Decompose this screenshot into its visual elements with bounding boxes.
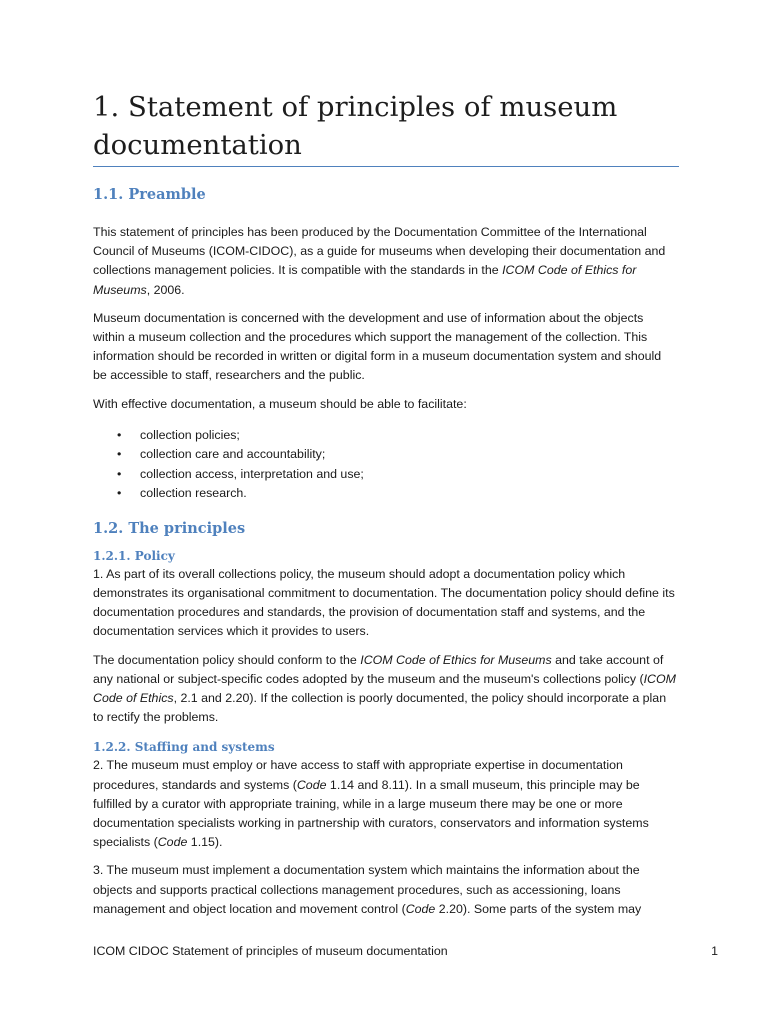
footer-title: ICOM CIDOC Statement of principles of museum documentation	[93, 944, 448, 958]
page-footer	[93, 942, 718, 961]
bullet-icon: •	[117, 447, 122, 462]
bullet-icon: •	[117, 427, 122, 442]
preamble-paragraph-2: Museum documentation is concerned with the development and use of information about the objects within a museum collection and the procedures which support the management of the collection. This information should be recorded in written or digital form in a museum documentation system and should be accessible to staff, researchers and the public.	[93, 310, 662, 383]
list-item: • collection care and accountability;	[93, 445, 678, 465]
bullet-icon: •	[117, 466, 122, 481]
bullet-icon: •	[117, 486, 122, 501]
staffing-heading: 1.2.2. Staffing and systems	[93, 740, 275, 755]
list-item: • collection access, interpretation and use;	[93, 465, 678, 485]
staffing-paragraph-1: 2. The museum must employ or have access to staff with appropriate expertise in documentation procedures, standards and systems (Code 1.14 and 8.11). In a small museum, this principle may be fulfilled by a curator with appropriate training, while in a large museum there may be one or more documentation specialists working in partnership with curators, conservators and information systems specialists (Code 1.15).	[93, 758, 649, 850]
staffing-paragraph-2: 3. The museum must implement a documentation system which maintains the information about the objects and supports practical collections management procedures, such as accessioning, loans management and object location and movement control (Code 2.20). Some parts of the system may	[93, 863, 642, 916]
preamble-paragraph-3: With effective documentation, a museum should be able to facilitate:	[93, 396, 467, 411]
list-item: • collection research.	[93, 484, 678, 504]
policy-paragraph-2: The documentation policy should conform to the ICOM Code of Ethics for Museums and take account of any national or subject-specific codes adopted by the museum and the museum's collections policy (ICOM Code of Ethics, 2.1 and 2.20). If the collection is poorly documented, the policy should incorporate a plan to rectify the problems.	[93, 652, 676, 725]
policy-heading: 1.2.1. Policy	[93, 548, 175, 563]
list-item: • collection policies;	[93, 426, 678, 446]
page-title: 1. Statement of principles of museum documentation	[93, 91, 618, 161]
title-rule	[93, 166, 679, 167]
facilitate-list	[93, 426, 678, 504]
document-body	[93, 184, 678, 919]
preamble-heading: 1.1. Preamble	[93, 186, 206, 203]
page-number: 1	[711, 944, 718, 958]
policy-paragraph-1: 1. As part of its overall collections policy, the museum should adopt a documentation policy which demonstrates its organisational commitment to documentation. The documentation policy should define its documentation procedures and standards, the provision of documentation staff and systems, and the documentation services which it provides to users.	[93, 566, 675, 639]
preamble-paragraph-1: This statement of principles has been produced by the Documentation Committee of the International Council of Museums (ICOM-CIDOC), as a guide for museums when developing their documentation and collections management policies. It is compatible with the standards in the ICOM Code of Ethics for Museums, 2006.	[93, 225, 666, 297]
principles-heading: 1.2. The principles	[93, 519, 246, 537]
